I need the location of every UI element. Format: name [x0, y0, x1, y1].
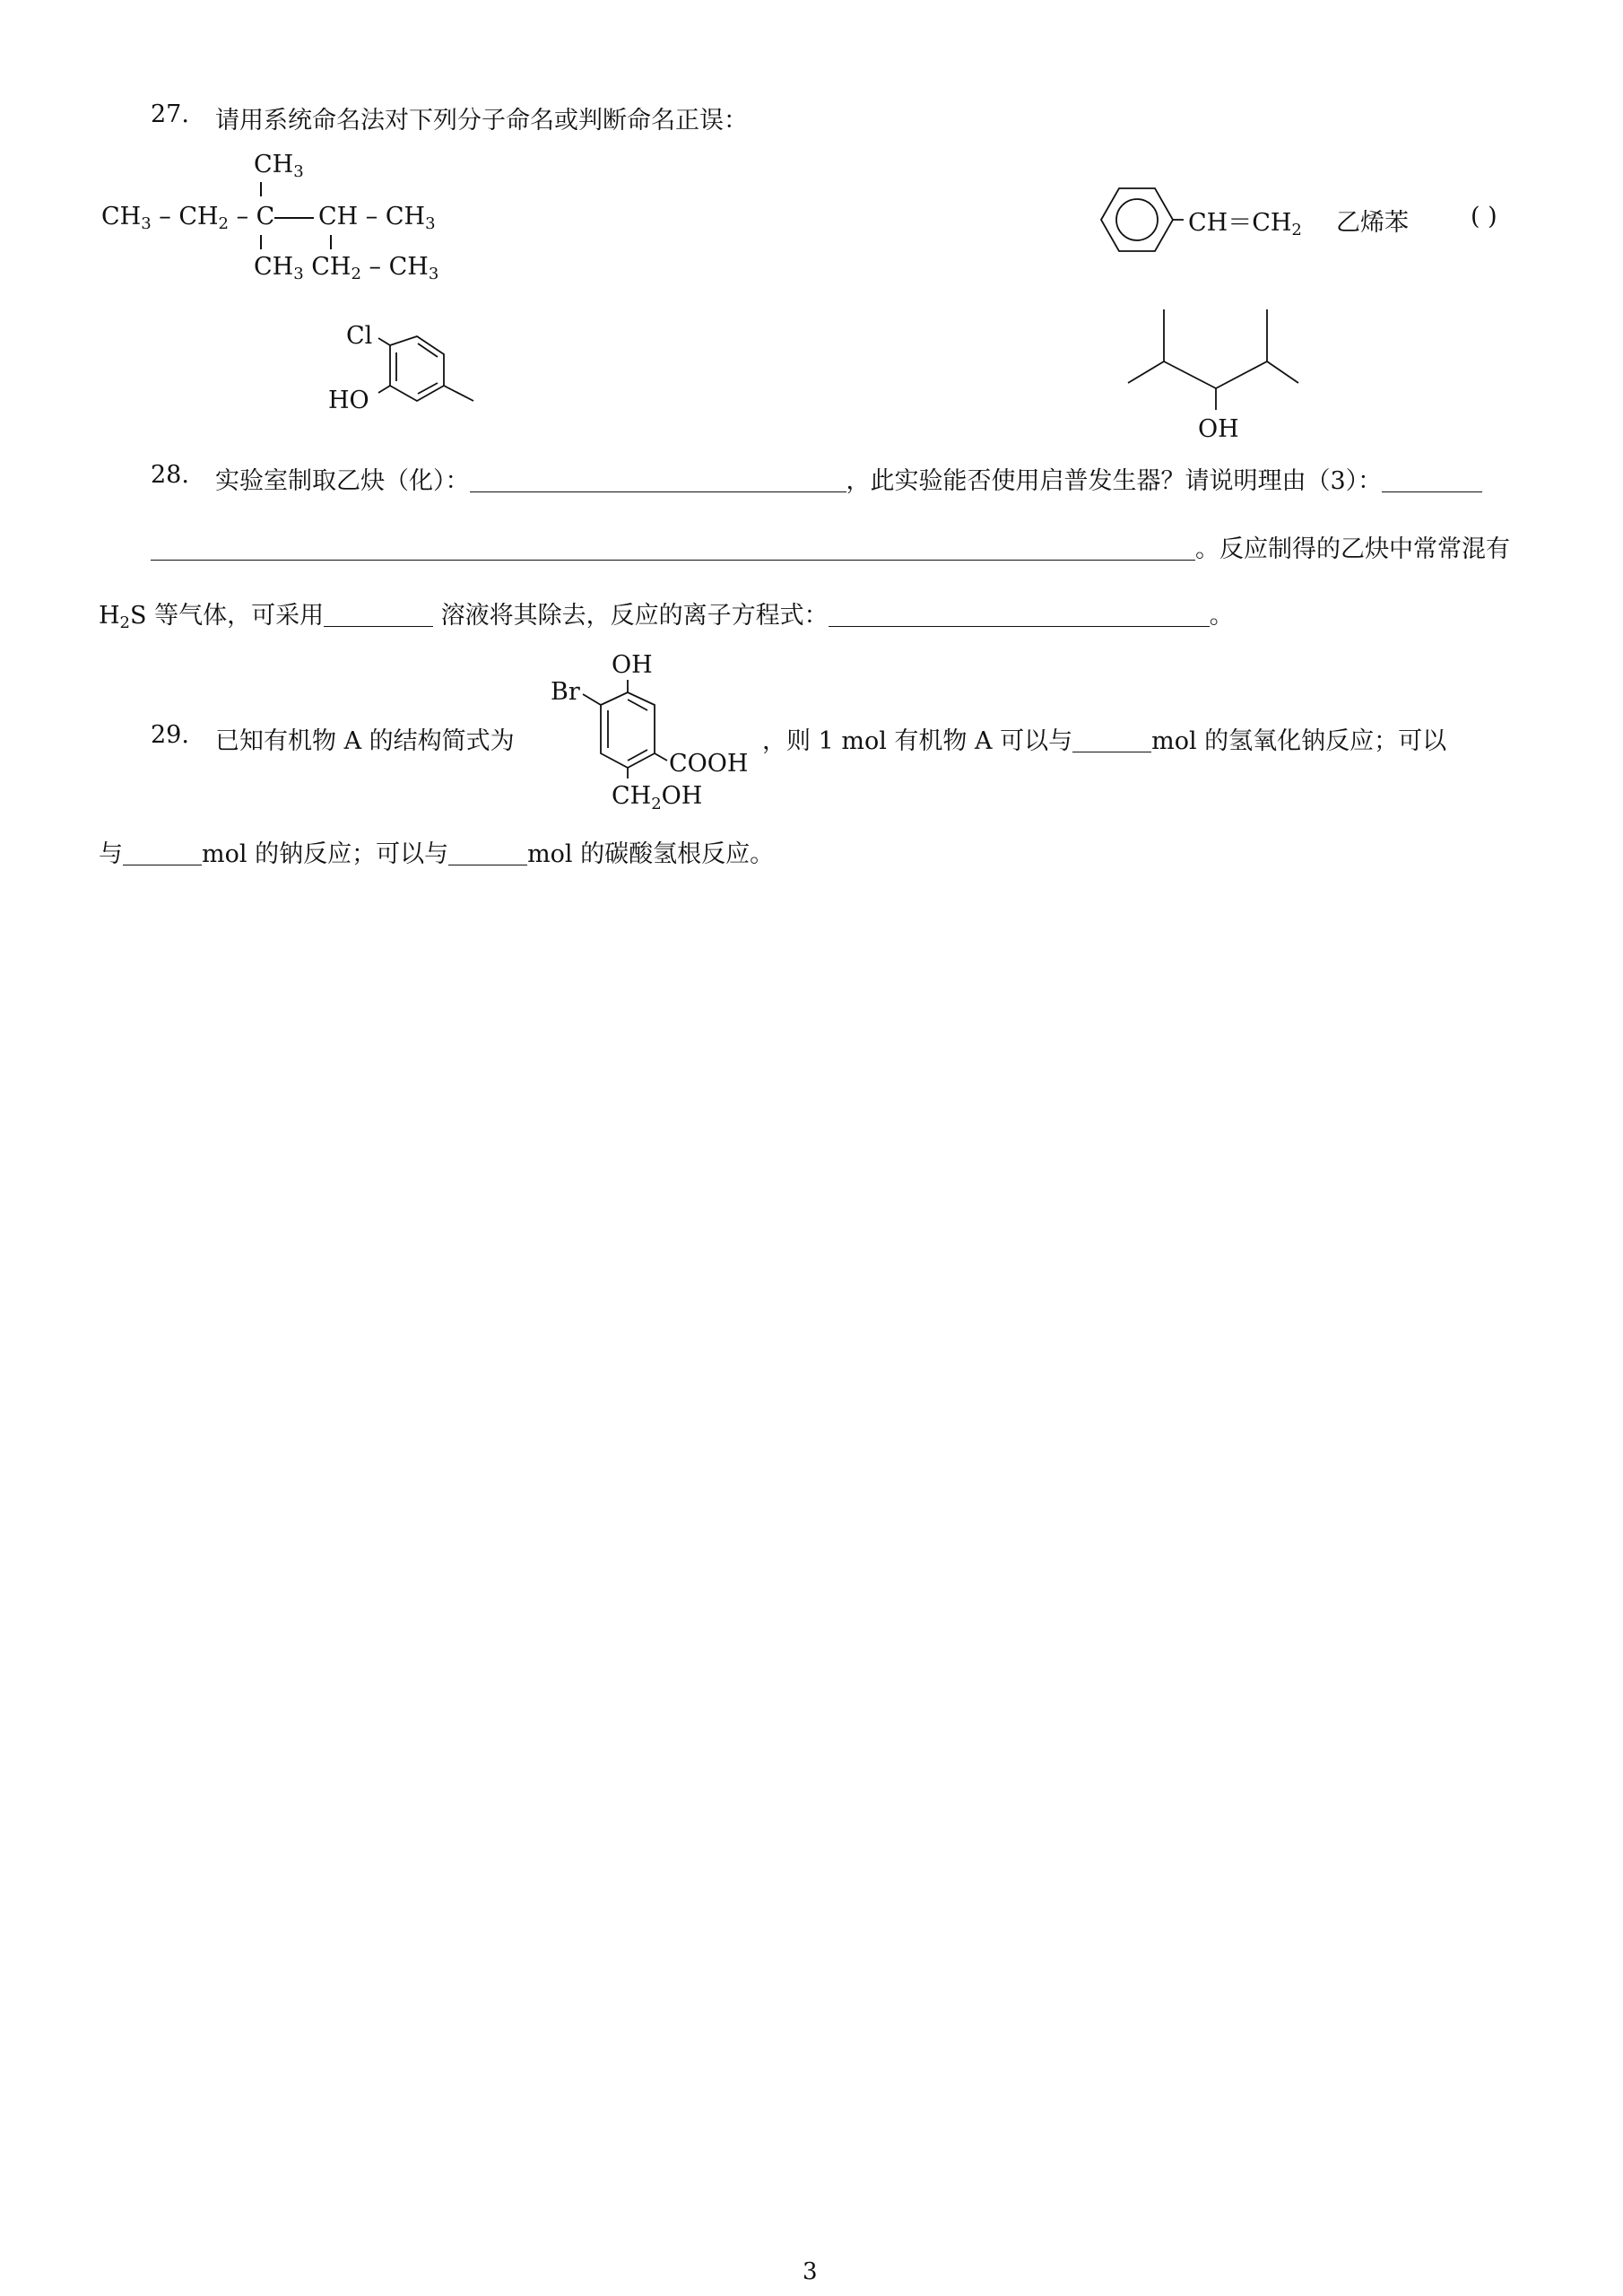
q29-intro: 已知有机物 A 的结构简式为	[215, 727, 515, 755]
mol2-name: 乙烯苯	[1336, 209, 1409, 237]
blank-ionic-equation[interactable]	[829, 601, 1210, 627]
blank-naoh-mol[interactable]	[1072, 726, 1151, 752]
blank-bicarbonate-mol[interactable]	[448, 839, 527, 865]
q27-number: 27.	[151, 100, 189, 128]
compound-a-br-label: Br	[551, 678, 580, 706]
q27-prompt: 请用系统命名法对下列分子命名或判断命名正误：	[215, 107, 748, 135]
mol1-bond-bottom-right	[330, 235, 332, 249]
compound-a-ch2oh-label: $CH_2OH$	[612, 782, 703, 813]
compound-a-oh-label: OH	[612, 651, 653, 679]
q29-number: 29.	[151, 721, 189, 749]
blank-acetylene-equation[interactable]	[470, 466, 846, 492]
mol3-structure	[323, 318, 484, 417]
q29-line2: 与 mol 的钠反应；可以与 mol 的碳酸氢根反应。	[99, 840, 775, 868]
q28-line3: $H_2S$ 等气体，可采用 溶液将其除去，反应的离子方程式： 。	[99, 602, 1234, 632]
mol1-ch-ch3: CH – $CH_3$	[318, 203, 436, 233]
mol1-top-ch3: $CH_3$	[254, 151, 304, 181]
mol4-oh-label: OH	[1198, 415, 1239, 443]
mol2-judge-parens: ( )	[1471, 203, 1497, 230]
q28-line1: 实验室制取乙炔（化）： ，此实验能否使用启普发生器？请说明理由（3）：	[215, 461, 1482, 496]
compound-a-cooh-label: COOH	[669, 750, 749, 778]
benzene-ring-icon	[1094, 179, 1184, 260]
q29-line1-rest: ，则 1 mol 有机物 A 可以与 mol 的氢氧化钠反应；可以	[762, 727, 1447, 755]
blank-kipp-reason-2[interactable]	[151, 535, 1195, 561]
mol1-bond-top	[260, 182, 262, 196]
mol3-ho-label: HO	[328, 387, 369, 414]
blank-na-mol[interactable]	[123, 839, 202, 865]
q28-line2: 。反应制得的乙炔中常常混有	[151, 529, 1510, 564]
mol1-bottom: $CH_3$ $CH_2 - CH_3$	[254, 253, 439, 283]
mol4-structure	[1119, 300, 1307, 444]
mol2-formula: $CH=CH_2$	[1188, 209, 1302, 239]
blank-solution[interactable]	[324, 601, 433, 627]
q28-number: 28.	[151, 461, 189, 489]
mol3-cl-label: Cl	[346, 322, 373, 350]
compound-a-structure	[547, 644, 762, 814]
mol1-bond-bottom-left	[260, 235, 262, 249]
blank-kipp-reason-1[interactable]	[1382, 466, 1482, 492]
mol1-bond-c-ch	[274, 217, 314, 219]
page-number: 3	[803, 2258, 818, 2285]
mol1-main-chain: $CH_3 - CH_2$ – C	[101, 203, 275, 233]
